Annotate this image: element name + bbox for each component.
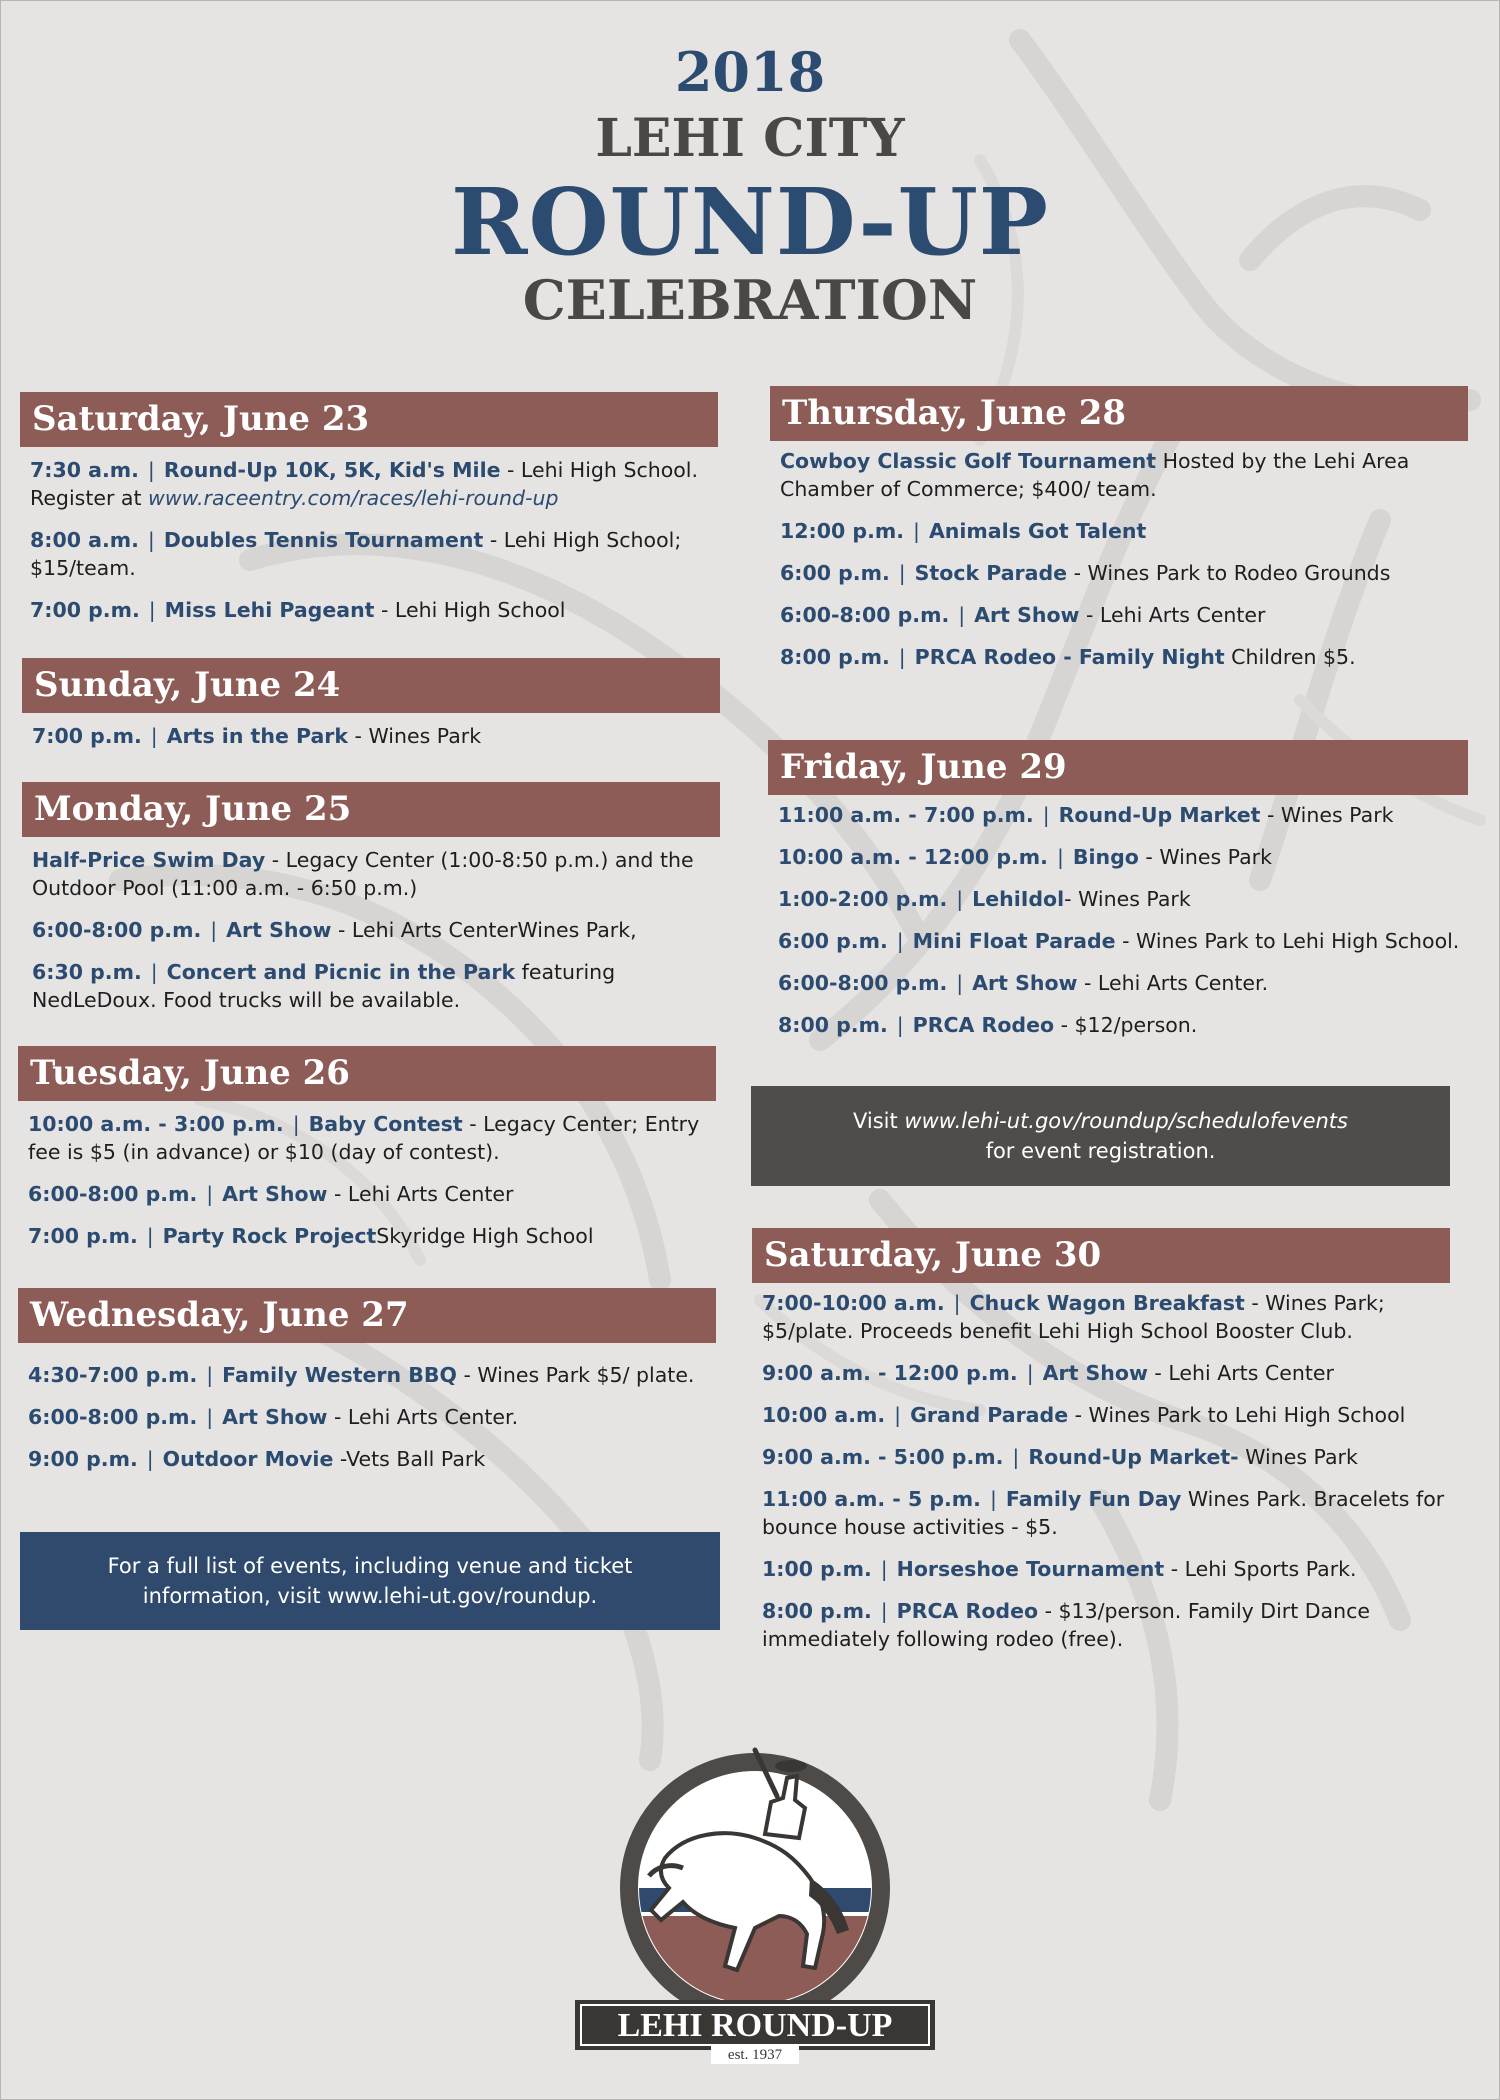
- separator: |: [150, 960, 158, 984]
- event-detail: - Lehi High School: [374, 598, 566, 622]
- event-time: 6:30 p.m.: [32, 960, 142, 984]
- separator: |: [880, 1557, 888, 1581]
- event-detail: - Wines Park; $5/plate. Proceeds benefit Lehi High School Booster Club.: [762, 1291, 1385, 1343]
- event-name: Doubles Tennis Tournament: [163, 528, 484, 552]
- event-time: 6:00-8:00 p.m.: [28, 1182, 198, 1206]
- event-item: [780, 517, 1468, 545]
- event-detail: Children $5.: [1224, 645, 1356, 669]
- separator: |: [206, 1405, 214, 1429]
- full-events-info-box: [20, 1532, 720, 1630]
- event-detail: - Legacy Center; Entry fee is $5 (in advance) or $10 (day of contest).: [28, 1112, 700, 1164]
- event-time: 7:30 a.m.: [30, 458, 139, 482]
- event-item: [30, 596, 718, 624]
- separator: |: [210, 918, 218, 942]
- event-name: Stock Parade: [914, 561, 1068, 585]
- event-name: Miss Lehi Pageant: [164, 598, 375, 622]
- lehi-round-up-logo: [565, 1738, 945, 2068]
- event-detail: - Lehi Arts Center: [1079, 603, 1266, 627]
- day-wednesday-june-27: [18, 1288, 716, 1487]
- registration-info-box: [751, 1086, 1450, 1186]
- separator: |: [989, 1487, 997, 1511]
- event-detail: - Wines Park to Lehi High School: [1068, 1403, 1406, 1427]
- event-item: [780, 601, 1468, 629]
- event-time: 6:00-8:00 p.m.: [32, 918, 202, 942]
- event-name: Art Show: [1042, 1361, 1148, 1385]
- day-header: Sunday, June 24: [22, 658, 720, 713]
- event-detail: - $13/person. Family Dirt Dance immediately following rodeo (free).: [762, 1599, 1370, 1651]
- separator: |: [146, 1447, 154, 1471]
- separator: |: [896, 1013, 904, 1037]
- event-time: 11:00 a.m. - 5 p.m.: [762, 1487, 981, 1511]
- event-name: Half-Price Swim Day: [32, 848, 266, 872]
- event-item: [762, 1359, 1450, 1387]
- event-item: [780, 559, 1468, 587]
- event-detail: - Lehi High School; $15/team.: [30, 528, 682, 580]
- event-item: [780, 643, 1468, 671]
- day-monday-june-25: [22, 782, 720, 1028]
- separator: |: [956, 971, 964, 995]
- separator: |: [898, 645, 906, 669]
- event-time: 6:00 p.m.: [778, 929, 888, 953]
- day-thursday-june-28: [770, 386, 1468, 685]
- event-list: [752, 1283, 1450, 1653]
- event-name: PRCA Rodeo - Family Night: [914, 645, 1225, 669]
- separator: |: [880, 1599, 888, 1623]
- separator: |: [206, 1182, 214, 1206]
- event-item: [32, 846, 720, 902]
- separator: |: [147, 458, 155, 482]
- event-name: Art Show: [972, 971, 1078, 995]
- separator: |: [1026, 1361, 1034, 1385]
- event-item: [762, 1289, 1450, 1345]
- event-name: Family Western BBQ: [222, 1363, 457, 1387]
- event-item: [28, 1403, 716, 1431]
- event-time: 7:00 p.m.: [30, 598, 140, 622]
- event-item: [778, 927, 1468, 955]
- event-detail: - Lehi Arts CenterWines Park,: [331, 918, 637, 942]
- event-time: 9:00 p.m.: [28, 1447, 138, 1471]
- separator: |: [146, 1224, 154, 1248]
- day-header: Saturday, June 30: [752, 1228, 1450, 1283]
- event-detail: - Wines Park $5/ plate.: [456, 1363, 695, 1387]
- info-line: for event registration.: [985, 1139, 1216, 1163]
- event-time: 9:00 a.m. - 12:00 p.m.: [762, 1361, 1018, 1385]
- event-time: 4:30-7:00 p.m.: [28, 1363, 198, 1387]
- event-time: 7:00-10:00 a.m.: [762, 1291, 945, 1315]
- event-name: Round-Up 10K, 5K, Kid's Mile: [163, 458, 501, 482]
- day-header: Tuesday, June 26: [18, 1046, 716, 1101]
- event-name: Party Rock Project: [162, 1224, 377, 1248]
- title-celebration: CELEBRATION: [522, 268, 978, 332]
- event-time: 8:00 a.m.: [30, 528, 139, 552]
- day-header: Monday, June 25: [22, 782, 720, 837]
- event-list: [22, 837, 720, 1014]
- event-detail: - Lehi Arts Center.: [327, 1405, 519, 1429]
- day-header: Wednesday, June 27: [18, 1288, 716, 1343]
- separator: |: [953, 1291, 961, 1315]
- day-saturday-june-23: [20, 392, 718, 638]
- event-detail: - Wines Park: [1260, 803, 1394, 827]
- event-detail: - $12/person.: [1054, 1013, 1198, 1037]
- info-line: [751, 1106, 1450, 1136]
- event-detail: - Lehi Arts Center: [1147, 1361, 1334, 1385]
- event-time: 7:00 p.m.: [32, 724, 142, 748]
- title-city: LEHI CITY: [595, 108, 905, 169]
- info-line[interactable]: information, visit www.lehi-ut.gov/roundup.: [142, 1584, 598, 1608]
- separator: |: [894, 1403, 902, 1427]
- event-detail: Wines Park: [1238, 1445, 1358, 1469]
- event-name: Animals Got Talent: [928, 519, 1147, 543]
- event-name: Outdoor Movie: [162, 1447, 334, 1471]
- event-name: Grand Parade: [910, 1403, 1069, 1427]
- logo-est: est. 1937: [727, 2047, 783, 2063]
- event-item: [762, 1485, 1450, 1541]
- event-detail: Skyridge High School: [376, 1224, 594, 1248]
- separator: |: [292, 1112, 300, 1136]
- day-friday-june-29: [768, 740, 1468, 1053]
- separator: |: [958, 603, 966, 627]
- event-name: Concert and Picnic in the Park: [166, 960, 516, 984]
- event-name: Cowboy Classic Golf Tournament: [780, 449, 1157, 473]
- separator: |: [956, 887, 964, 911]
- day-header: Thursday, June 28: [770, 386, 1468, 441]
- event-time: 11:00 a.m. - 7:00 p.m.: [778, 803, 1034, 827]
- event-detail: - Wines Park to Lehi High School.: [1115, 929, 1460, 953]
- title-main: ROUND-UP: [450, 168, 1049, 276]
- event-time: 1:00 p.m.: [762, 1557, 872, 1581]
- event-name: Mini Float Parade: [912, 929, 1116, 953]
- event-detail: - Wines Park: [1064, 887, 1191, 911]
- event-item: [30, 456, 718, 512]
- event-item: [762, 1555, 1450, 1583]
- event-detail: - Legacy Center (1:00-8:50 p.m.) and the Outdoor Pool (11:00 a.m. - 6:50 p.m.): [32, 848, 694, 900]
- event-detail: Hosted by the Lehi Area Chamber of Commerce; $400/ team.: [780, 449, 1410, 501]
- separator: |: [898, 561, 906, 585]
- event-name: Bingo: [1072, 845, 1139, 869]
- event-time: 6:00 p.m.: [780, 561, 890, 585]
- separator: |: [206, 1363, 214, 1387]
- event-item: [32, 916, 720, 944]
- event-detail: - Wines Park: [348, 724, 482, 748]
- title-year: 2018: [674, 40, 826, 104]
- event-item: [30, 526, 718, 582]
- separator: |: [913, 519, 920, 543]
- event-item: [762, 1443, 1450, 1471]
- info-prefix: Visit: [852, 1109, 905, 1133]
- event-item: [32, 958, 720, 1014]
- event-item: [778, 801, 1468, 829]
- event-name: PRCA Rodeo: [896, 1599, 1039, 1623]
- event-detail: - Lehi Arts Center: [327, 1182, 514, 1206]
- event-list: [770, 441, 1468, 671]
- event-time: 6:00-8:00 p.m.: [778, 971, 948, 995]
- event-name: PRCA Rodeo: [912, 1013, 1055, 1037]
- separator: |: [1012, 1445, 1020, 1469]
- day-header: Friday, June 29: [768, 740, 1468, 795]
- event-time: 6:00-8:00 p.m.: [28, 1405, 198, 1429]
- event-time: 10:00 a.m. - 12:00 p.m.: [778, 845, 1048, 869]
- day-tuesday-june-26: [18, 1046, 716, 1264]
- event-detail: featuring NedLeDoux. Food trucks will be available.: [32, 960, 616, 1012]
- logo-rider-hat: [775, 1760, 807, 1772]
- event-name: Art Show: [222, 1405, 328, 1429]
- event-item: [28, 1222, 716, 1250]
- event-item: [32, 722, 720, 750]
- event-item: [28, 1110, 716, 1166]
- event-detail: - Wines Park to Rodeo Grounds: [1067, 561, 1391, 585]
- event-item: [778, 969, 1468, 997]
- event-list: [18, 1101, 716, 1250]
- event-item: [778, 843, 1468, 871]
- event-time: 10:00 a.m.: [762, 1403, 886, 1427]
- event-list: [20, 447, 718, 624]
- day-sunday-june-24: [22, 658, 720, 764]
- event-name: Arts in the Park: [166, 724, 349, 748]
- event-item: [778, 1011, 1468, 1039]
- event-name: Horseshoe Tournament: [896, 1557, 1165, 1581]
- event-item: [762, 1401, 1450, 1429]
- event-detail: - Wines Park: [1138, 845, 1272, 869]
- event-item: [28, 1361, 716, 1389]
- event-time: 1:00-2:00 p.m.: [778, 887, 948, 911]
- separator: |: [150, 724, 158, 748]
- separator: |: [1042, 803, 1050, 827]
- event-list: [18, 1343, 716, 1473]
- separator: |: [148, 598, 156, 622]
- event-time: 6:00-8:00 p.m.: [780, 603, 950, 627]
- event-item: [28, 1180, 716, 1208]
- event-name: LehiIdol: [972, 887, 1065, 911]
- info-line: For a full list of events, including venue and ticket: [107, 1554, 633, 1578]
- event-detail: - Lehi Arts Center.: [1077, 971, 1269, 995]
- event-time: 8:00 p.m.: [762, 1599, 872, 1623]
- event-item: [28, 1445, 716, 1473]
- event-time: 10:00 a.m. - 3:00 p.m.: [28, 1112, 284, 1136]
- event-time: 9:00 a.m. - 5:00 p.m.: [762, 1445, 1004, 1469]
- event-name: Baby Contest: [308, 1112, 463, 1136]
- day-saturday-june-30: [752, 1228, 1450, 1667]
- event-list: [768, 795, 1468, 1039]
- event-detail: - Lehi High School. Register at: [30, 458, 699, 510]
- event-name: Round-Up Market-: [1028, 1445, 1239, 1469]
- event-name: Chuck Wagon Breakfast: [969, 1291, 1245, 1315]
- event-list: [22, 713, 720, 750]
- event-url[interactable]: www.raceentry.com/races/lehi-round-up: [148, 486, 559, 510]
- event-time: 7:00 p.m.: [28, 1224, 138, 1248]
- event-item: [778, 885, 1468, 913]
- day-header: Saturday, June 23: [20, 392, 718, 447]
- event-name: Round-Up Market: [1058, 803, 1261, 827]
- event-detail: - Lehi Sports Park.: [1164, 1557, 1357, 1581]
- separator: |: [147, 528, 155, 552]
- event-name: Art Show: [974, 603, 1080, 627]
- event-time: 8:00 p.m.: [780, 645, 890, 669]
- event-name: Art Show: [222, 1182, 328, 1206]
- event-item: [780, 447, 1468, 503]
- event-name: Family Fun Day: [1005, 1487, 1182, 1511]
- event-item: [762, 1597, 1450, 1653]
- separator: |: [1056, 845, 1064, 869]
- separator: |: [896, 929, 904, 953]
- logo-text: LEHI ROUND-UP: [617, 2007, 893, 2044]
- event-detail: -Vets Ball Park: [333, 1447, 486, 1471]
- event-time: 8:00 p.m.: [778, 1013, 888, 1037]
- registration-url[interactable]: www.lehi-ut.gov/roundup/schedulofevents: [904, 1109, 1348, 1133]
- event-detail: Wines Park. Bracelets for bounce house activities - $5.: [762, 1487, 1445, 1539]
- event-name: Art Show: [226, 918, 332, 942]
- event-time: 12:00 p.m.: [780, 519, 905, 543]
